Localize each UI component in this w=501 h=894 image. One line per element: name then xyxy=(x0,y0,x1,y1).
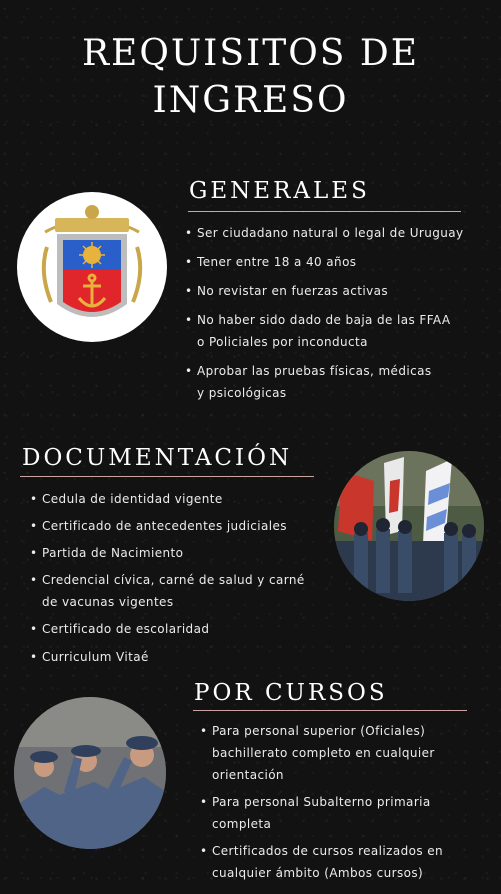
list-item: • Para personal superior (Oficiales) bachillerato completo en cualquier orientación xyxy=(200,720,457,786)
list-item: • Aprobar las pruebas físicas, médicas y psicológicas xyxy=(185,360,437,404)
title-line-1: REQUISITOS DE xyxy=(81,33,420,74)
list-item: • Curriculum Vitaé xyxy=(30,646,320,668)
por-cursos-heading: POR CURSOS xyxy=(194,680,388,706)
generales-list xyxy=(185,222,475,404)
documentacion-heading: DOCUMENTACIÓN xyxy=(22,445,293,471)
por-cursos-list xyxy=(200,720,460,884)
list-item: • Certificado de antecedentes judiciales xyxy=(30,515,320,537)
list-item: • Credencial cívica, carné de salud y carné de vacunas vigentes xyxy=(30,569,317,613)
list-item: • Ser ciudadano natural o legal de Uruguay xyxy=(185,222,475,244)
list-item: • Certificado de escolaridad xyxy=(30,618,320,640)
list-item: • Certificados de cursos realizados en cualquier ámbito (Ambos cursos) xyxy=(200,840,457,884)
list-item: • Para personal Subalterno primaria completa xyxy=(200,791,457,835)
generales-rule xyxy=(188,211,461,212)
generales-heading: GENERALES xyxy=(189,178,370,204)
list-item: • Partida de Nacimiento xyxy=(30,542,320,564)
documentacion-rule xyxy=(20,476,314,477)
list-item: • Tener entre 18 a 40 años xyxy=(185,251,475,273)
flag-parade-photo xyxy=(334,451,484,601)
documentacion-list xyxy=(30,488,320,668)
list-item: • Cedula de identidad vigente xyxy=(30,488,320,510)
title-line-2: INGRESO xyxy=(152,80,349,121)
page-title xyxy=(0,30,501,124)
por-cursos-rule xyxy=(193,710,467,711)
list-item: • No haber sido dado de baja de las FFAA o Policiales por inconducta xyxy=(185,309,459,353)
list-item: • No revistar en fuerzas activas xyxy=(185,280,475,302)
salute-photo xyxy=(14,697,166,849)
naval-emblem-icon xyxy=(17,192,167,342)
